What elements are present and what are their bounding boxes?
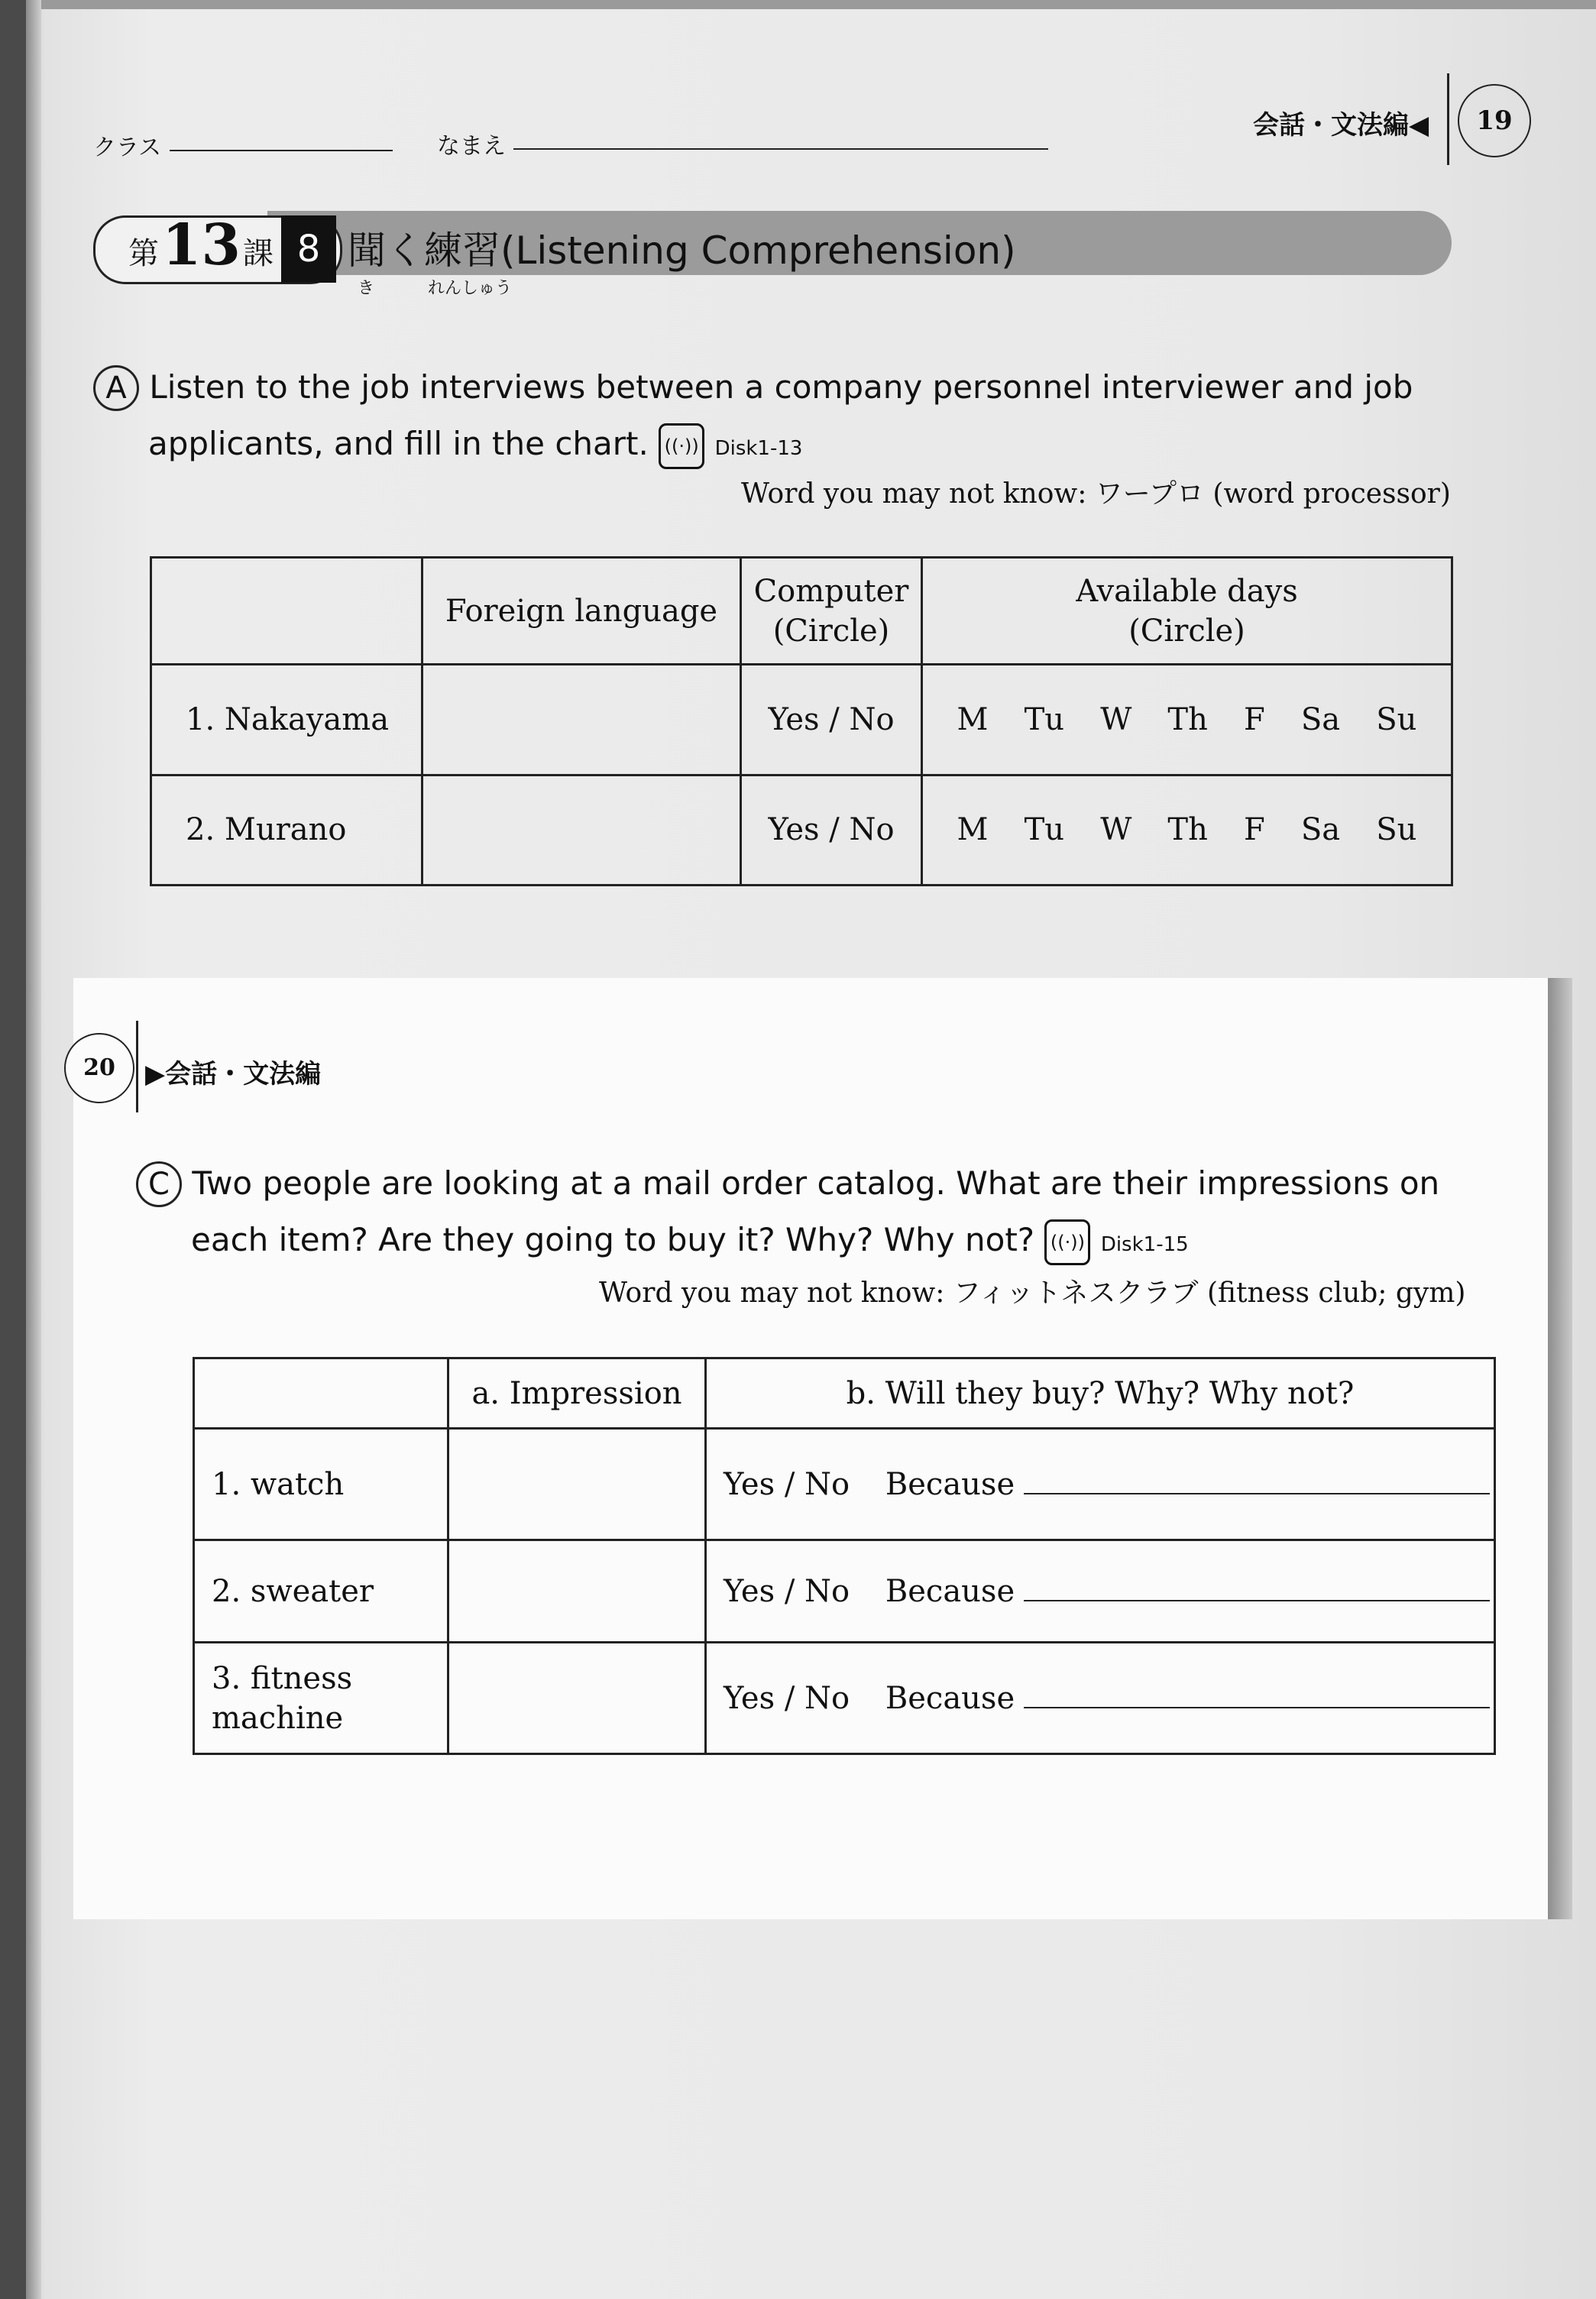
- row-item-watch: 1. watch: [194, 1429, 448, 1540]
- header-section: 会話・文法編◀: [1253, 110, 1429, 141]
- lesson-number: 13: [162, 212, 241, 278]
- day-option[interactable]: W: [1100, 812, 1132, 848]
- day-option[interactable]: M: [957, 812, 989, 848]
- disk-label: Disk1-13: [714, 437, 803, 460]
- foreign-language-input[interactable]: [422, 775, 741, 885]
- exercise-letter-a: A: [93, 365, 139, 411]
- lower-page-number: 20: [64, 1033, 134, 1103]
- page-number: 19: [1458, 84, 1531, 157]
- days-cell: [922, 665, 1452, 775]
- row-name-nakayama: 1. Nakayama: [151, 665, 422, 775]
- day-option[interactable]: Th: [1167, 701, 1208, 737]
- page-top-edge: [0, 0, 1596, 9]
- class-label: クラス: [93, 134, 162, 161]
- header-impression: a. Impression: [448, 1358, 706, 1429]
- buy-cell: [706, 1429, 1495, 1540]
- because-blank[interactable]: [1024, 1485, 1490, 1494]
- yes-no-option[interactable]: Yes / No: [724, 1680, 850, 1716]
- exercise-a-line2: applicants, and fill in the chart.: [148, 425, 649, 462]
- exercise-letter-c: C: [136, 1161, 182, 1207]
- book-binding-shadow: [26, 0, 41, 2299]
- word-note-c: Word you may not know: フィットネスクラブ (fitness club; gym): [599, 1277, 1466, 1309]
- furigana-renshu: れんしゅう: [428, 279, 513, 298]
- because-label: Because: [885, 1466, 1015, 1502]
- disk-label: Disk1-15: [1100, 1233, 1189, 1256]
- day-option[interactable]: Sa: [1300, 812, 1341, 848]
- impression-input[interactable]: [448, 1643, 706, 1754]
- day-option[interactable]: Su: [1376, 812, 1417, 848]
- exercise-a-line1: Listen to the job interviews between a company personnel interviewer and job: [149, 368, 1413, 406]
- exercise-c-line2: each item? Are they going to buy it? Why? Why not?: [191, 1221, 1035, 1258]
- furigana-ki: き: [358, 279, 375, 298]
- header-will-they-buy: b. Will they buy? Why? Why not?: [706, 1358, 1495, 1429]
- word-note-a: Word you may not know: ワープロ (word processor): [741, 478, 1451, 510]
- because-label: Because: [885, 1573, 1015, 1609]
- cd-audio-icon[interactable]: ((·)): [659, 423, 704, 469]
- exercise-c-instructions: [136, 1155, 1439, 1273]
- listening-chart-a: [150, 556, 1453, 886]
- section-number: 8: [281, 215, 336, 283]
- day-option[interactable]: Tu: [1024, 812, 1065, 848]
- lesson-ka: 課: [243, 236, 274, 271]
- listening-chart-c: [193, 1357, 1496, 1755]
- day-option[interactable]: W: [1100, 701, 1132, 737]
- day-option[interactable]: Th: [1167, 812, 1208, 848]
- yes-no-option[interactable]: Yes / No: [724, 1573, 850, 1609]
- because-blank[interactable]: [1024, 1592, 1490, 1601]
- insert-edge-shadow: [1548, 978, 1572, 1919]
- header-available-days: Available days (Circle): [922, 558, 1452, 665]
- exercise-c-line1: Two people are looking at a mail order catalog. What are their impressions on: [192, 1164, 1440, 1202]
- header-cell-empty: [194, 1358, 448, 1429]
- header-foreign-language: Foreign language: [422, 558, 741, 665]
- day-option[interactable]: F: [1243, 812, 1265, 848]
- impression-input[interactable]: [448, 1540, 706, 1643]
- header-cell-empty: [151, 558, 422, 665]
- lesson-dai: 第: [128, 236, 159, 271]
- cd-audio-icon[interactable]: ((·)): [1044, 1219, 1090, 1265]
- header-divider: [1447, 73, 1449, 165]
- row-item-fitness-machine: 3. fitness machine: [194, 1643, 448, 1754]
- name-field[interactable]: [513, 148, 1048, 150]
- book-binding: [0, 0, 26, 2299]
- day-option[interactable]: F: [1243, 701, 1265, 737]
- foreign-language-input[interactable]: [422, 665, 741, 775]
- computer-yes-no[interactable]: Yes / No: [741, 665, 922, 775]
- day-option[interactable]: Tu: [1024, 701, 1065, 737]
- impression-input[interactable]: [448, 1429, 706, 1540]
- computer-yes-no[interactable]: Yes / No: [741, 775, 922, 885]
- buy-cell: [706, 1643, 1495, 1754]
- days-cell: [922, 775, 1452, 885]
- section-title: 聞く練習(Listening Comprehension): [348, 228, 1016, 273]
- day-option[interactable]: Su: [1376, 701, 1417, 737]
- lower-section: ▶会話・文法編: [145, 1059, 322, 1090]
- triangle-left-icon: ◀: [1409, 110, 1429, 141]
- name-label: なまえ: [437, 133, 506, 160]
- buy-cell: [706, 1540, 1495, 1643]
- day-option[interactable]: M: [957, 701, 989, 737]
- class-field[interactable]: [170, 150, 393, 151]
- yes-no-option[interactable]: Yes / No: [724, 1466, 850, 1502]
- row-item-sweater: 2. sweater: [194, 1540, 448, 1643]
- exercise-a-instructions: [93, 359, 1413, 477]
- because-label: Because: [885, 1680, 1015, 1716]
- row-name-murano: 2. Murano: [151, 775, 422, 885]
- because-blank[interactable]: [1024, 1699, 1490, 1708]
- lower-header-divider: [136, 1021, 138, 1112]
- header-computer: Computer (Circle): [741, 558, 922, 665]
- day-option[interactable]: Sa: [1300, 701, 1341, 737]
